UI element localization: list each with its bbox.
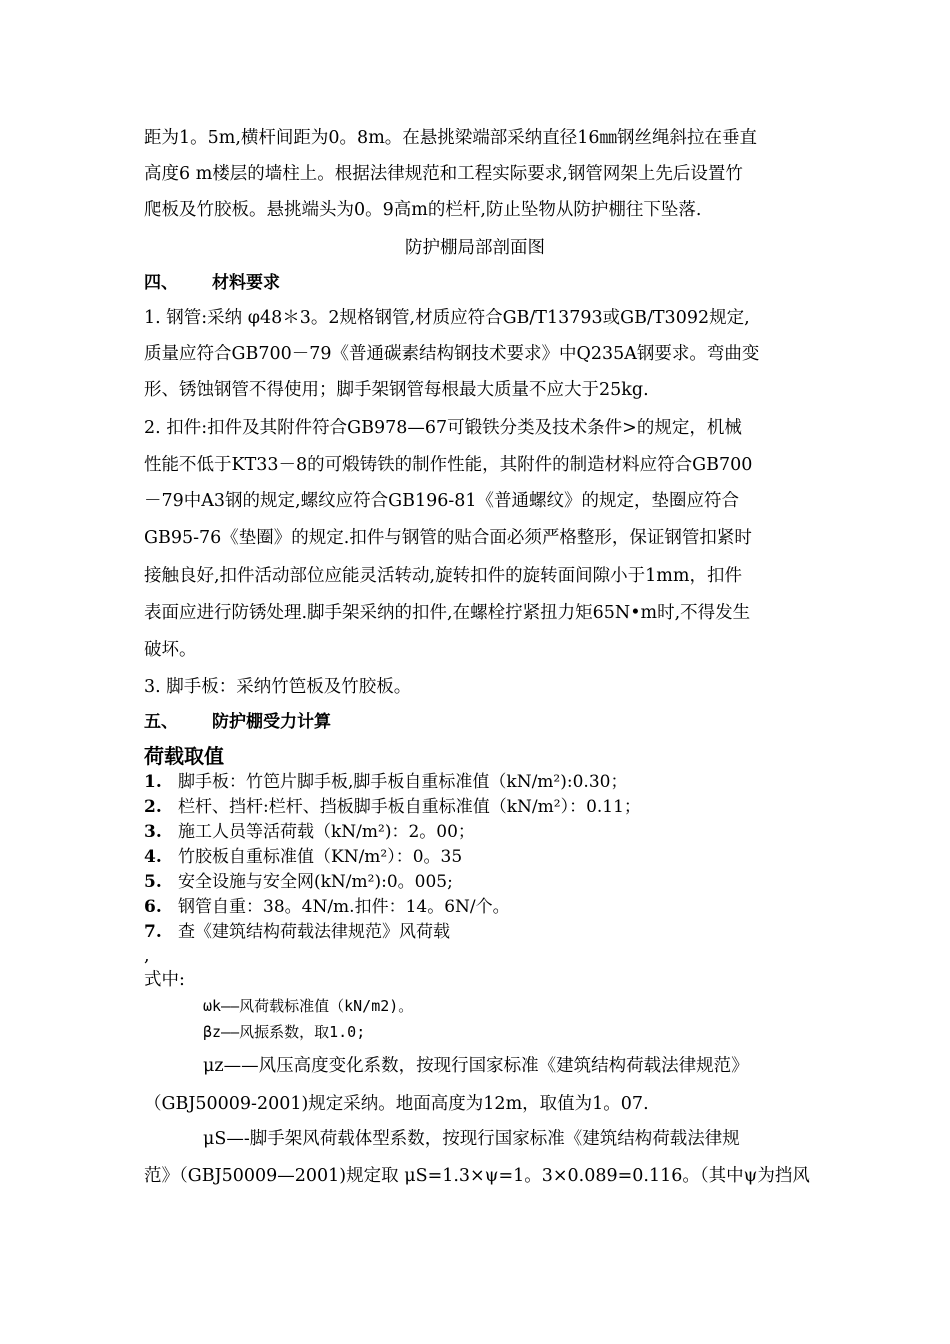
def-shape-coef-line-2: 范》（GBJ50009—2001)规定取 μS=1.3×ψ=1。3×0.089=0.116。（其中ψ为挡风 — [144, 1166, 810, 1186]
intro-line-2: 高度6 m楼层的墙柱上。根据法律规范和工程实际要求,钢管网架上先后设置竹 — [144, 164, 743, 184]
load-item-number: 7. — [144, 922, 162, 942]
load-values-title: 荷载取值 — [144, 744, 224, 768]
load-item — [144, 922, 450, 942]
material-line-1: 1. 钢管:采纳 φ48＊3。2规格钢管,材质应符合GB/T13793或GB/T3092规定, — [144, 308, 750, 328]
section-4-title: 材料要求 — [212, 273, 280, 293]
def-wind-load: ωk——风荷载标准值（kN/m2)。 — [203, 997, 414, 1015]
material-line-11: 3. 脚手板：采纳竹笆板及竹胶板。 — [144, 677, 412, 697]
section-5-heading — [144, 712, 331, 732]
material-line-2: 质量应符合GB700－79《普通碳素结构钢技术要求》中Q235A钢要求。弯曲变 — [144, 344, 760, 364]
load-item-number: 4. — [144, 847, 162, 867]
load-item — [144, 822, 475, 842]
material-line-4: 2. 扣件:扣件及其附件符合GB978—67可锻铁分类及技术条件>的规定，机械 — [144, 418, 742, 438]
load-item-text: 查《建筑结构荷载法律规范》风荷载 — [178, 922, 450, 942]
def-height-coef-line-1: μz——风压高度变化系数，按现行国家标准《建筑结构荷载法律规范》 — [203, 1056, 749, 1076]
def-shape-coef-line-1: μS—-脚手架风荷载体型系数，按现行国家标准《建筑结构荷载法律规 — [203, 1129, 740, 1149]
load-item-number: 1. — [144, 772, 162, 792]
load-item — [144, 797, 641, 817]
material-line-10: 破坏。 — [144, 640, 197, 660]
material-line-9: 表面应进行防锈处理.脚手架采纳的扣件,在螺栓拧紧扭力矩65N•m时,不得发生 — [144, 603, 751, 623]
load-item-text: 栏杆、挡杆:栏杆、挡板脚手板自重标准值（kN/m²）：0.11； — [178, 797, 641, 817]
load-item-text: 脚手板：竹笆片脚手板,脚手板自重标准值（kN/m²):0.30； — [178, 772, 628, 792]
formula-intro: 式中: — [144, 970, 185, 990]
material-line-8: 接触良好,扣件活动部位应能灵活转动,旋转扣件的旋转面间隙小于1mm，扣件 — [144, 566, 742, 586]
load-item — [144, 872, 453, 892]
section-4-number: 四、 — [144, 273, 178, 293]
load-item — [144, 897, 510, 917]
material-line-3: 形、锈蚀钢管不得使用；脚手架钢管每根最大质量不应大于25kg. — [144, 380, 649, 400]
material-line-5: 性能不低于KT33－8的可煅铸铁的制作性能，其附件的制造材料应符合GB700 — [144, 455, 753, 475]
load-item-number: 6. — [144, 897, 162, 917]
load-item — [144, 847, 462, 867]
section-5-number: 五、 — [144, 712, 178, 732]
material-line-6: －79中A3钢的规定,螺纹应符合GB196-81《普通螺纹》的规定，垫圈应符合 — [144, 491, 740, 511]
def-wind-vibration: βz——风振系数，取1.0; — [203, 1023, 366, 1041]
load-item-number: 5. — [144, 872, 162, 892]
load-item-number: 3. — [144, 822, 162, 842]
material-line-7: GB95-76《垫圈》的规定.扣件与钢管的贴合面必须严格整形，保证钢管扣紧时 — [144, 528, 752, 548]
figure-caption: 防护棚局部剖面图 — [405, 238, 545, 258]
load-item-text: 钢管自重：38。4N/m.扣件：14。6N/个。 — [178, 897, 510, 917]
load-item — [144, 772, 627, 792]
load-item-text: 竹胶板自重标准值（KN/m²）：0。35 — [178, 847, 463, 867]
stray-comma: , — [144, 946, 150, 966]
load-item-number: 2. — [144, 797, 162, 817]
section-5-title: 防护棚受力计算 — [212, 712, 331, 732]
load-item-text: 安全设施与安全网(kN/m²):0。005; — [178, 872, 453, 892]
intro-line-3: 爬板及竹胶板。悬挑端头为0。9高m的栏杆,防止坠物从防护棚往下坠落. — [144, 200, 702, 220]
def-height-coef-line-2: （GBJ50009-2001)规定采纳。地面高度为12m，取值为1。07. — [144, 1094, 649, 1114]
section-4-heading — [144, 273, 280, 293]
intro-line-1: 距为1。5m,横杆间距为0。8m。在悬挑梁端部采纳直径16㎜钢丝绳斜拉在垂直 — [144, 128, 758, 148]
load-item-text: 施工人员等活荷载（kN/m²)：2。00； — [178, 822, 475, 842]
